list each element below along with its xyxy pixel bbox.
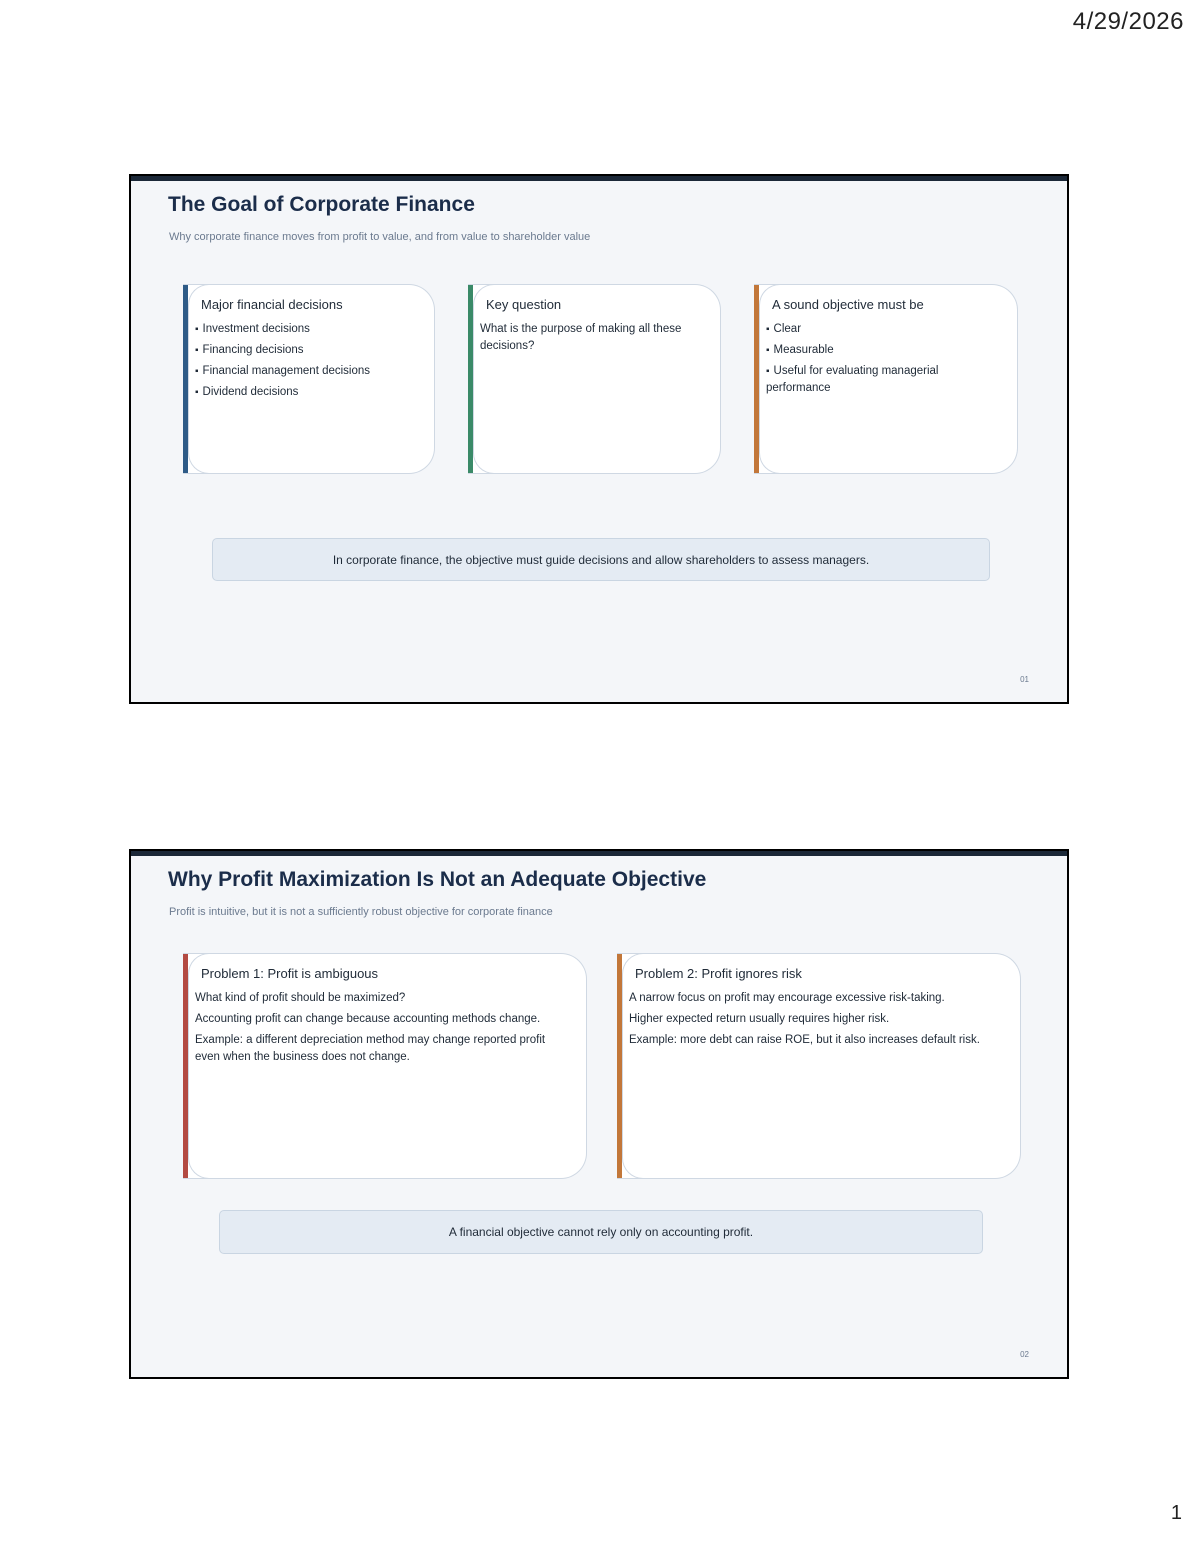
card-body <box>480 321 704 359</box>
list-item: ▪ Dividend decisions <box>195 384 418 401</box>
list-item: ▪ Clear <box>766 321 1001 338</box>
slide-subtitle: Why corporate finance moves from profit to value, and from value to shareholder value <box>169 231 591 243</box>
list-item: ▪ Financing decisions <box>195 342 418 359</box>
card-accent-bar <box>183 285 188 473</box>
card-accent-bar <box>468 285 473 473</box>
card-text: Example: more debt can raise ROE, but it also increases default risk. <box>629 1034 980 1046</box>
card-text: Accounting profit can change because accounting methods change. <box>195 1013 541 1025</box>
card-title: A sound objective must be <box>772 297 924 312</box>
card-title: Key question <box>486 297 562 312</box>
card-body <box>629 990 1004 1053</box>
card-problem-ambiguous <box>183 953 587 1179</box>
list-item: ▪ Investment decisions <box>195 321 418 338</box>
card-sound-objective <box>754 284 1018 474</box>
card-accent-bar <box>754 285 759 473</box>
card-major-financial-decisions <box>183 284 435 474</box>
card-text: Higher expected return usually requires higher risk. <box>629 1013 890 1025</box>
list-item: ▪ Useful for evaluating managerial performance <box>766 363 1001 397</box>
slide-title: Why Profit Maximization Is Not an Adequate Objective <box>168 868 707 891</box>
card-title: Major financial decisions <box>201 297 343 312</box>
card-bullet-list <box>195 321 418 405</box>
slide-subtitle: Profit is intuitive, but it is not a sufficiently robust objective for corporate finance <box>169 906 553 918</box>
page-number: 1 <box>1170 1502 1182 1524</box>
card-text: What is the purpose of making all these decisions? <box>480 323 682 352</box>
card-text: What kind of profit should be maximized? <box>195 992 406 1004</box>
card-body <box>195 990 570 1070</box>
slide-title: The Goal of Corporate Finance <box>168 193 475 216</box>
card-title: Problem 2: Profit ignores risk <box>635 966 802 981</box>
list-item: ▪ Measurable <box>766 342 1001 359</box>
card-bullet-list <box>766 321 1001 401</box>
page-date: 4/29/2026 <box>1072 8 1184 35</box>
card-accent-bar <box>617 954 622 1178</box>
slide-number: 02 <box>1020 1350 1029 1359</box>
list-item: ▪ Financial management decisions <box>195 363 418 380</box>
card-text: A narrow focus on profit may encourage excessive risk-taking. <box>629 992 945 1004</box>
callout-box: In corporate finance, the objective must guide decisions and allow shareholders to assess managers. <box>212 538 990 581</box>
card-title: Problem 1: Profit is ambiguous <box>201 966 379 981</box>
card-key-question <box>468 284 721 474</box>
slide-number: 01 <box>1020 675 1029 684</box>
slide-2 <box>129 849 1069 1379</box>
card-text: Example: a different depreciation method may change reported profit even when the business does not change. <box>195 1034 546 1063</box>
slide-1 <box>129 174 1069 704</box>
callout-box: A financial objective cannot rely only on accounting profit. <box>219 1210 983 1254</box>
slide-top-bar <box>131 851 1067 856</box>
slide-top-bar <box>131 176 1067 181</box>
card-problem-risk <box>617 953 1021 1179</box>
card-accent-bar <box>183 954 188 1178</box>
